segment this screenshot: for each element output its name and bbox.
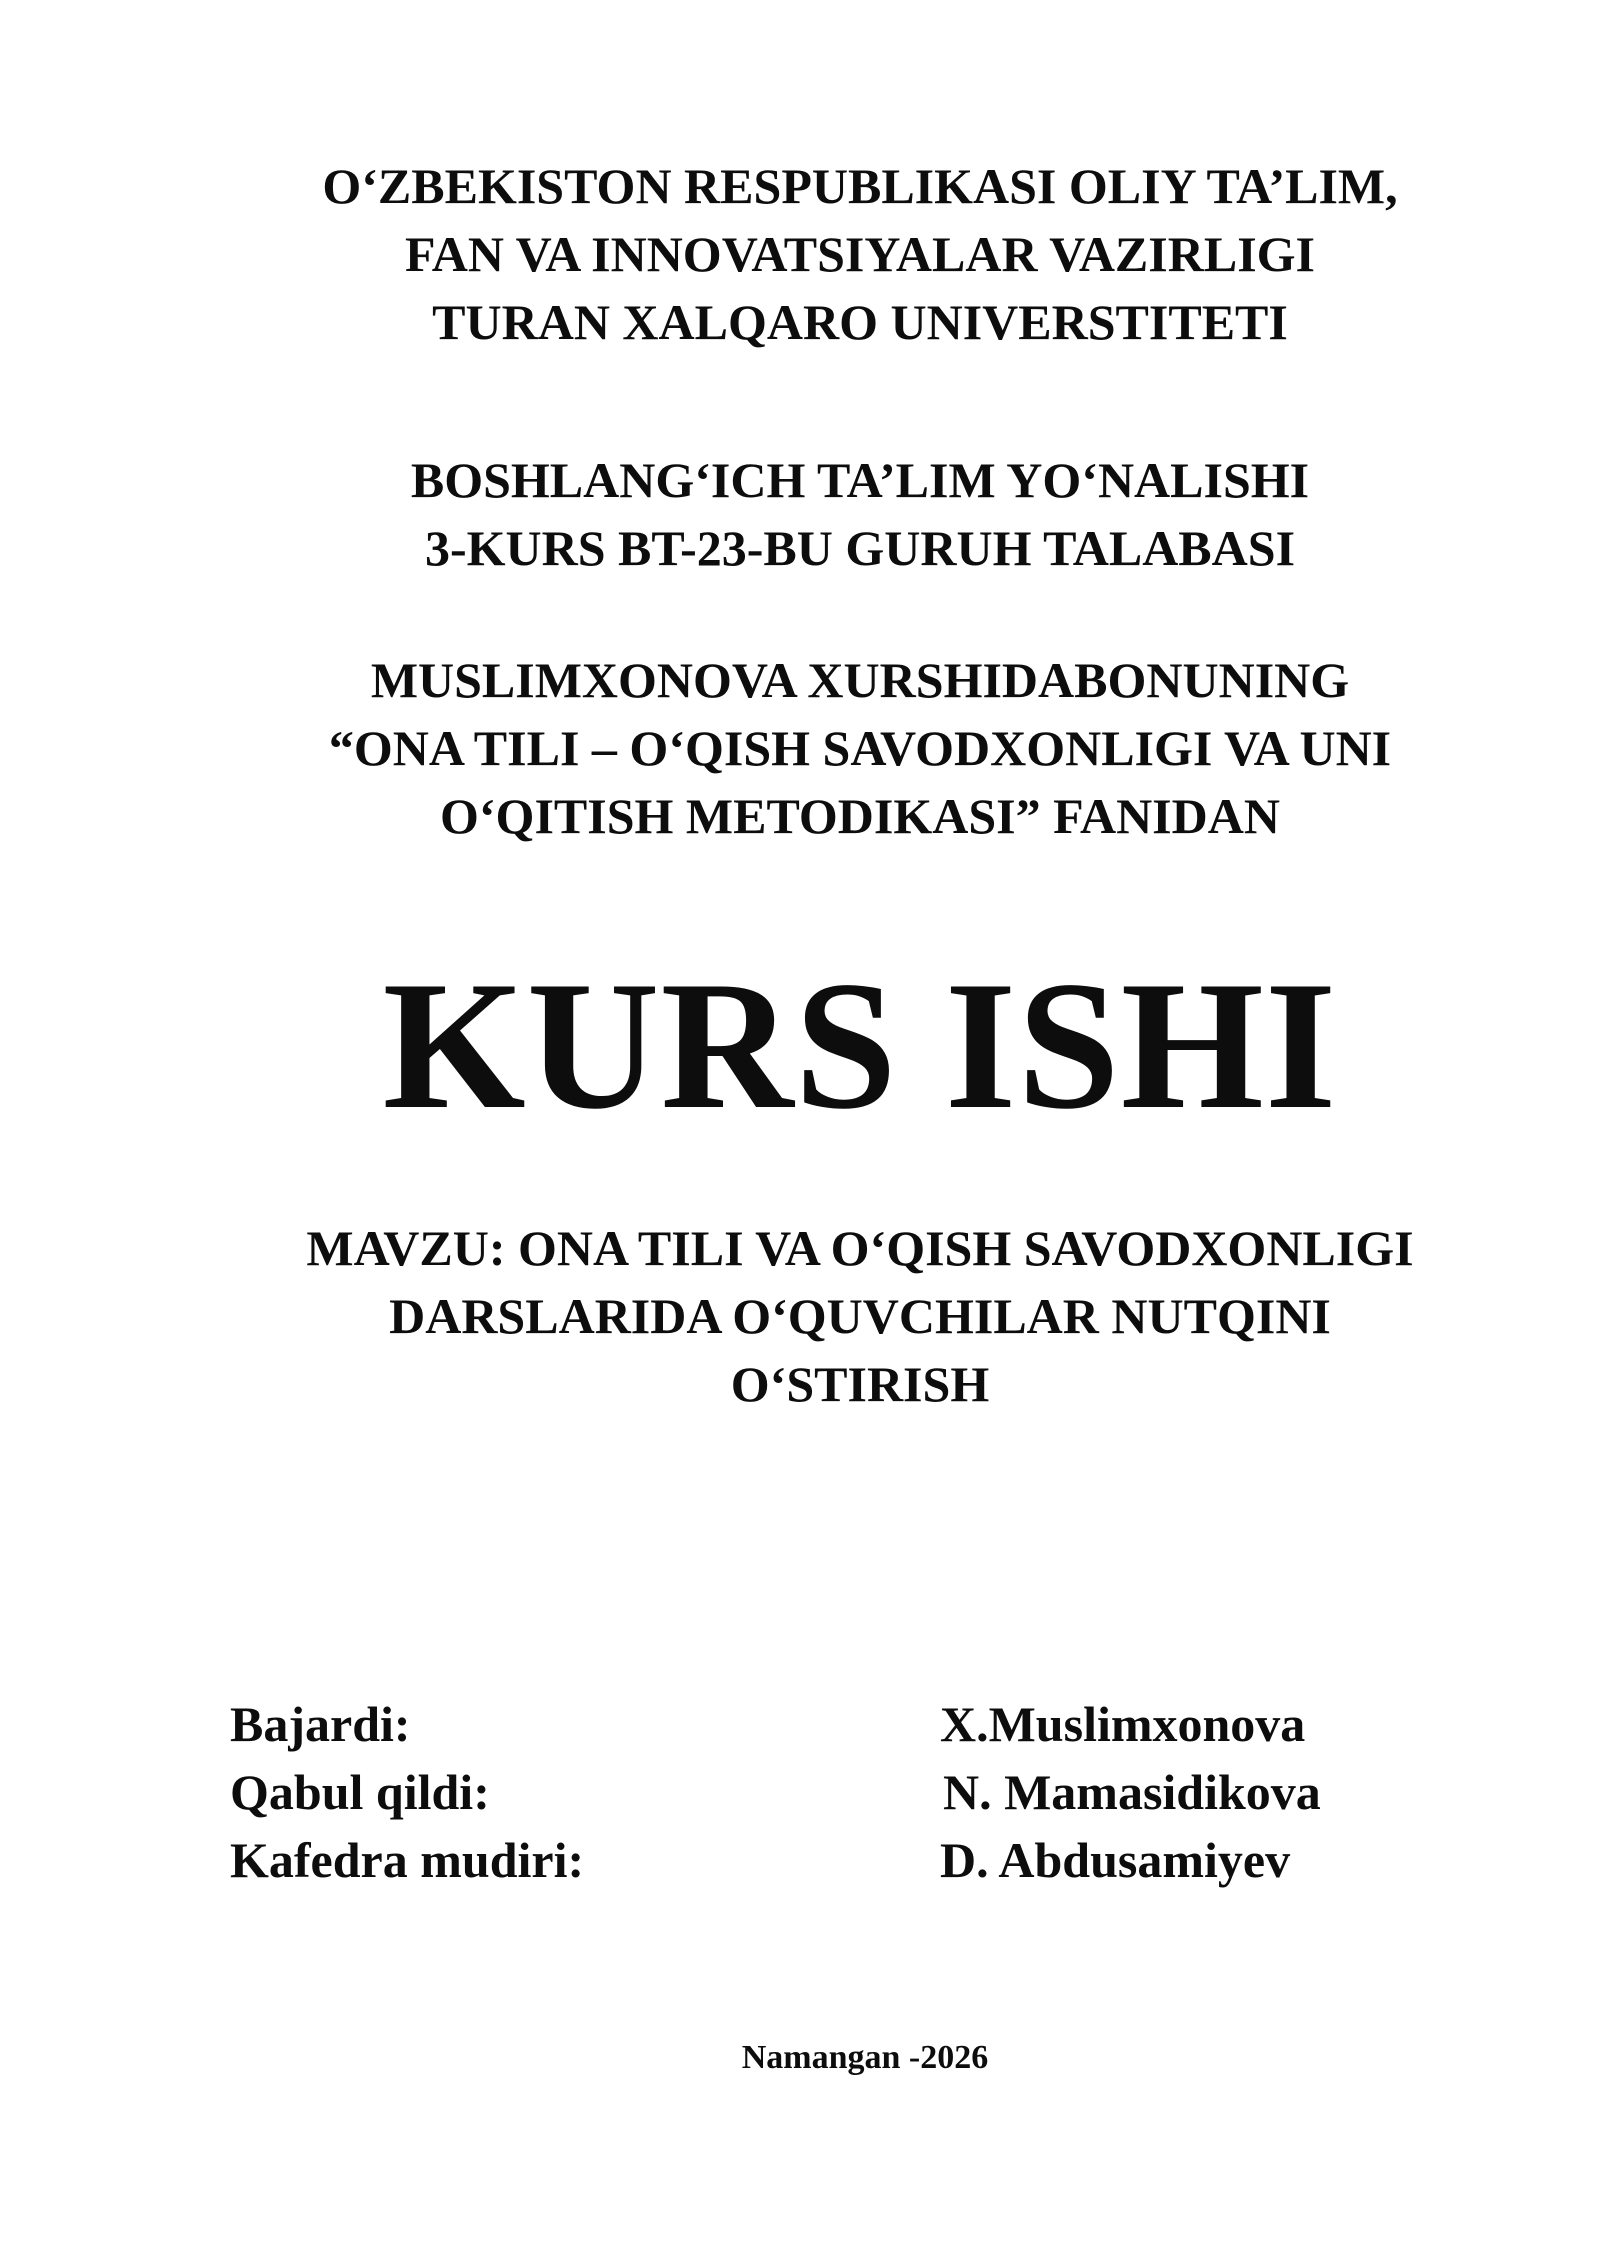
- signature-name: X.Muslimxonova: [940, 1696, 1306, 1752]
- topic-line: DARSLARIDA O‘QUVCHILAR NUTQINI: [389, 1288, 1331, 1344]
- signature-name: D. Abdusamiyev: [940, 1832, 1291, 1888]
- subject-line: O‘QITISH METODIKASI” FANIDAN: [440, 788, 1280, 844]
- signature-row: [230, 1758, 1430, 1826]
- signature-role: Bajardi:: [230, 1696, 411, 1752]
- direction-line: 3-KURS BT-23-BU GURUH TALABASI: [424, 520, 1296, 576]
- signature-role: Kafedra mudiri:: [230, 1832, 585, 1888]
- subject-line: MUSLIMXONOVA XURSHIDABONUNING: [370, 652, 1350, 708]
- footer-text: Namangan -2026: [741, 2039, 989, 2076]
- title-text: KURS ISHI: [382, 943, 1338, 1147]
- signature-row: [230, 1690, 1430, 1758]
- student-subject: [60, 646, 1600, 850]
- document-title: [60, 945, 1600, 1145]
- header-line: FAN VA INNOVATSIYALAR VAZIRLIGI: [404, 226, 1316, 282]
- signature-row: [230, 1826, 1430, 1894]
- subject-line: “ONA TILI – O‘QISH SAVODXONLIGI VA UNI: [328, 720, 1392, 776]
- header-line: O‘ZBEKISTON RESPUBLIKASI OLIY TA’LIM,: [322, 158, 1398, 214]
- city-year-footer: [65, 2036, 1600, 2080]
- topic: [60, 1214, 1600, 1418]
- signature-role: Qabul qildi:: [230, 1764, 490, 1820]
- topic-line: MAVZU: ONA TILI VA O‘QISH SAVODXONLIGI: [306, 1220, 1414, 1276]
- ministry-university-header: [60, 152, 1600, 356]
- topic-line: O‘STIRISH: [730, 1356, 990, 1412]
- direction-line: BOSHLANG‘ICH TA’LIM YO‘NALISHI: [410, 452, 1310, 508]
- study-direction: [60, 446, 1600, 582]
- signature-list: [230, 1690, 1430, 1894]
- header-line: TURAN XALQARO UNIVERSTITETI: [432, 294, 1288, 350]
- signature-name: N. Mamasidikova: [943, 1764, 1321, 1820]
